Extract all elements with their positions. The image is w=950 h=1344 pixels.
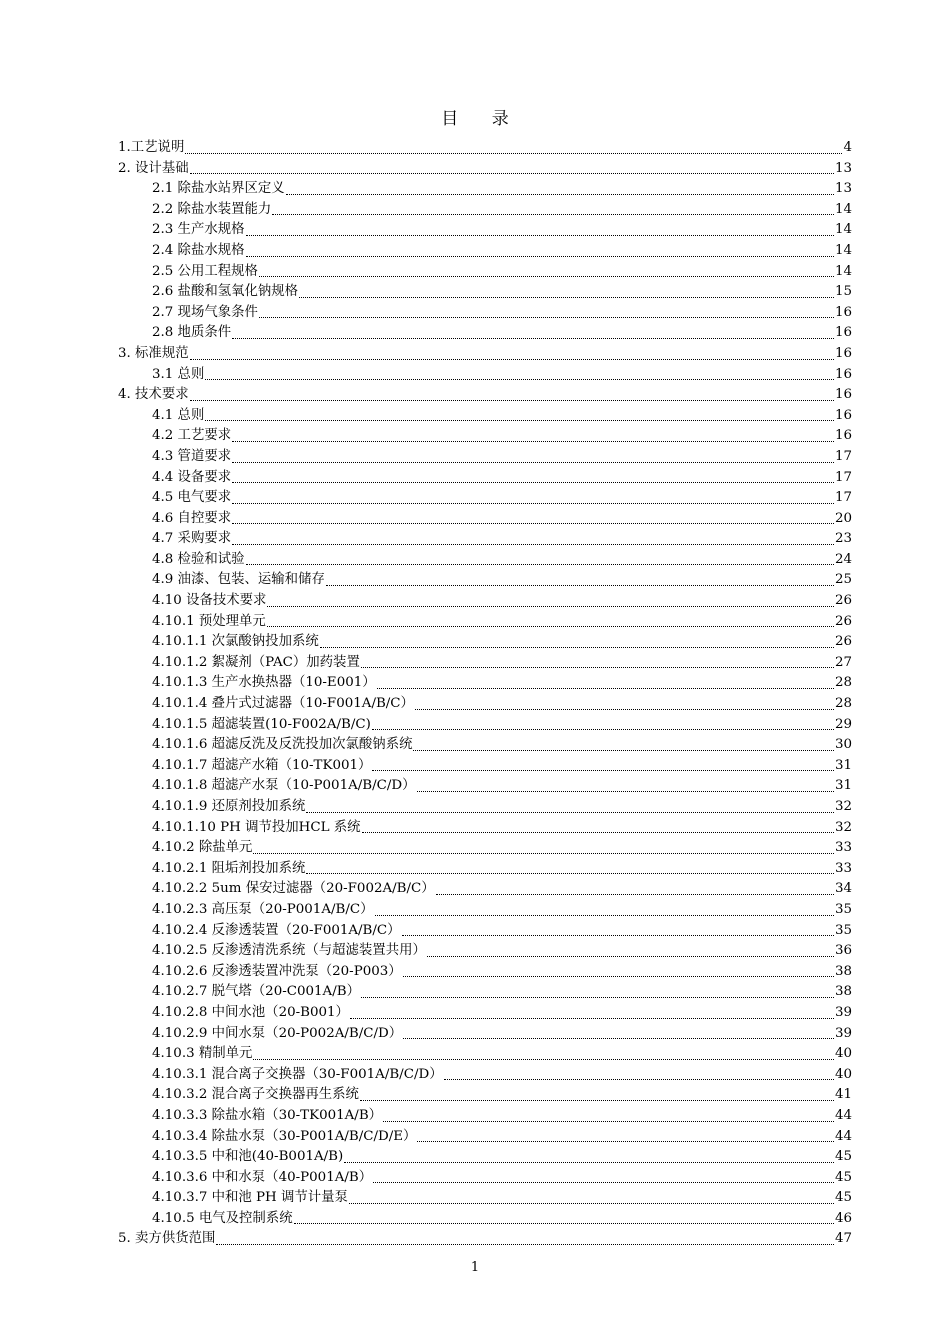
toc-entry-label: 4.5 电气要求 bbox=[152, 490, 232, 506]
toc-entry[interactable] bbox=[118, 1229, 852, 1250]
toc-entry-label: 4.10.1.4 叠片式过滤器（10-F001A/B/C） bbox=[152, 696, 414, 712]
toc-entry-page: 17 bbox=[834, 490, 852, 506]
toc-entry-page: 16 bbox=[834, 428, 852, 444]
toc-leader-dots bbox=[232, 441, 834, 442]
toc-entry-page: 14 bbox=[834, 222, 852, 238]
toc-entry-page: 26 bbox=[834, 634, 852, 650]
toc-entry-label: 4.10.2.9 中间水泵（20-P002A/B/C/D） bbox=[152, 1025, 403, 1041]
toc-leader-dots bbox=[205, 420, 834, 421]
toc-entry-page: 47 bbox=[834, 1231, 852, 1247]
toc-entry[interactable] bbox=[118, 1209, 852, 1230]
toc-entry-page: 13 bbox=[834, 181, 852, 197]
toc-entry-label: 1.工艺说明 bbox=[118, 140, 185, 155]
toc-entry-page: 28 bbox=[834, 675, 852, 691]
toc-entry-page: 38 bbox=[834, 963, 852, 979]
toc-entry[interactable] bbox=[118, 468, 852, 489]
toc-entry-page: 45 bbox=[834, 1190, 852, 1206]
toc-entry-label: 2.3 生产水规格 bbox=[152, 222, 245, 238]
toc-entry[interactable] bbox=[118, 200, 852, 221]
toc-entry-page: 16 bbox=[834, 345, 852, 361]
toc-entry-page: 16 bbox=[834, 325, 852, 341]
toc-leader-dots bbox=[436, 894, 834, 895]
toc-leader-dots bbox=[232, 482, 834, 483]
toc-entry[interactable] bbox=[118, 1085, 852, 1106]
toc-entry-label: 4.10.3.4 除盐水泵（30-P001A/B/C/D/E） bbox=[152, 1128, 417, 1144]
toc-leader-dots bbox=[349, 1203, 834, 1204]
toc-entry-page: 16 bbox=[834, 366, 852, 382]
toc-entry-page: 13 bbox=[834, 160, 852, 176]
toc-entry[interactable] bbox=[118, 756, 852, 777]
toc-leader-dots bbox=[320, 647, 834, 648]
page-title: 目 录 bbox=[441, 109, 523, 129]
toc-leader-dots bbox=[232, 544, 834, 545]
toc-entry-label: 4.10.2.6 反渗透装置冲洗泵（20-P003） bbox=[152, 963, 402, 979]
toc-entry-label: 4.6 自控要求 bbox=[152, 510, 232, 526]
toc-entry-label: 4.10.2.3 高压泵（20-P001A/B/C） bbox=[152, 901, 374, 917]
toc-entry[interactable] bbox=[118, 735, 852, 756]
toc-entry[interactable] bbox=[118, 797, 852, 818]
toc-leader-dots bbox=[259, 317, 834, 318]
toc-leader-dots bbox=[361, 667, 834, 668]
toc-entry-page: 35 bbox=[834, 922, 852, 938]
toc-entry-page: 26 bbox=[834, 593, 852, 609]
toc-entry-page: 20 bbox=[834, 510, 852, 526]
toc-entry-page: 39 bbox=[834, 1004, 852, 1020]
toc-leader-dots bbox=[267, 606, 834, 607]
toc-entry[interactable] bbox=[118, 1044, 852, 1065]
toc-entry[interactable] bbox=[118, 344, 852, 365]
toc-entry-label: 4.10.2.1 阻垢剂投加系统 bbox=[152, 860, 306, 876]
toc-entry[interactable] bbox=[118, 900, 852, 921]
toc-entry-page: 44 bbox=[834, 1107, 852, 1123]
toc-entry-label: 4.3 管道要求 bbox=[152, 448, 232, 464]
toc-entry[interactable] bbox=[118, 1188, 852, 1209]
toc-entry-page: 16 bbox=[834, 407, 852, 423]
toc-entry[interactable] bbox=[118, 426, 852, 447]
toc-entry-page: 34 bbox=[834, 881, 852, 897]
toc-entry-page: 29 bbox=[834, 716, 852, 732]
toc-entry-page: 24 bbox=[834, 551, 852, 567]
toc-entry-label: 4.10.2.7 脱气塔（20-C001A/B） bbox=[152, 984, 360, 1000]
toc-leader-dots bbox=[232, 523, 834, 524]
table-of-contents bbox=[118, 138, 852, 1250]
toc-leader-dots bbox=[372, 729, 834, 730]
toc-entry[interactable] bbox=[118, 715, 852, 736]
toc-leader-dots bbox=[232, 338, 834, 339]
toc-entry[interactable] bbox=[118, 1065, 852, 1086]
toc-leader-dots bbox=[299, 297, 834, 298]
toc-entry-label: 2.2 除盐水装置能力 bbox=[152, 201, 272, 217]
toc-entry-page: 38 bbox=[834, 984, 852, 1000]
toc-entry[interactable] bbox=[118, 323, 852, 344]
toc-entry-label: 4.10.2.8 中间水池（20-B001） bbox=[152, 1004, 349, 1020]
toc-entry[interactable] bbox=[118, 962, 852, 983]
toc-entry-label: 4.10.1.6 超滤反洗及反洗投加次氯酸钠系统 bbox=[152, 737, 413, 753]
toc-entry-label: 4.10.1.5 超滤装置(10-F002A/B/C) bbox=[152, 716, 371, 732]
toc-entry-label: 4.9 油漆、包装、运输和储存 bbox=[152, 572, 325, 588]
toc-leader-dots bbox=[286, 194, 834, 195]
toc-entry-label: 4.10 设备技术要求 bbox=[152, 593, 267, 609]
toc-leader-dots bbox=[267, 626, 834, 627]
toc-leader-dots bbox=[326, 585, 834, 586]
toc-entry-page: 40 bbox=[834, 1046, 852, 1062]
toc-entry-label: 4.10.2.2 5um 保安过滤器（20-F002A/B/C） bbox=[152, 881, 435, 897]
toc-leader-dots bbox=[306, 873, 834, 874]
toc-entry-label: 4.10.1.3 生产水换热器（10-E001） bbox=[152, 675, 376, 691]
toc-entry-label: 3. 标准规范 bbox=[118, 345, 189, 361]
toc-entry[interactable] bbox=[118, 509, 852, 530]
toc-entry-label: 4.4 设备要求 bbox=[152, 469, 232, 485]
toc-leader-dots bbox=[185, 153, 842, 154]
toc-entry-page: 45 bbox=[834, 1169, 852, 1185]
toc-leader-dots bbox=[427, 956, 834, 957]
toc-entry-page: 28 bbox=[834, 696, 852, 712]
toc-entry[interactable] bbox=[118, 859, 852, 880]
toc-entry-label: 4.10.5 电气及控制系统 bbox=[152, 1210, 293, 1226]
toc-entry-page: 35 bbox=[834, 901, 852, 917]
toc-entry-page: 14 bbox=[834, 263, 852, 279]
toc-entry-label: 4.10.3.1 混合离子交换器（30-F001A/B/C/D） bbox=[152, 1066, 443, 1082]
toc-entry-label: 2.8 地质条件 bbox=[152, 325, 232, 341]
toc-entry-page: 16 bbox=[834, 304, 852, 320]
toc-leader-dots bbox=[253, 853, 834, 854]
toc-entry-label: 3.1 总则 bbox=[152, 366, 205, 382]
toc-entry[interactable] bbox=[118, 776, 852, 797]
toc-entry[interactable] bbox=[118, 159, 852, 180]
toc-entry-page: 25 bbox=[834, 572, 852, 588]
toc-entry[interactable] bbox=[118, 1168, 852, 1189]
toc-entry-page: 16 bbox=[834, 387, 852, 403]
toc-leader-dots bbox=[190, 359, 834, 360]
toc-entry-page: 45 bbox=[834, 1149, 852, 1165]
toc-entry[interactable] bbox=[118, 1003, 852, 1024]
toc-entry[interactable] bbox=[118, 838, 852, 859]
toc-entry[interactable] bbox=[118, 138, 852, 159]
toc-entry-label: 4.10.1.1 次氯酸钠投加系统 bbox=[152, 634, 319, 650]
toc-entry[interactable] bbox=[118, 1127, 852, 1148]
toc-leader-dots bbox=[253, 1059, 834, 1060]
toc-entry[interactable] bbox=[118, 447, 852, 468]
toc-leader-dots bbox=[403, 976, 834, 977]
toc-entry-page: 31 bbox=[834, 778, 852, 794]
toc-leader-dots bbox=[246, 235, 834, 236]
toc-entry-label: 5. 卖方供货范围 bbox=[118, 1231, 216, 1247]
toc-entry-label: 4.10.3.6 中和水泵（40-P001A/B） bbox=[152, 1169, 373, 1185]
toc-leader-dots bbox=[377, 688, 834, 689]
toc-entry-label: 4.7 采购要求 bbox=[152, 531, 232, 547]
toc-entry[interactable] bbox=[118, 921, 852, 942]
toc-entry-label: 4.10.2.5 反渗透清洗系统（与超滤装置共用） bbox=[152, 943, 426, 959]
toc-entry-page: 23 bbox=[834, 531, 852, 547]
toc-leader-dots bbox=[417, 1141, 834, 1142]
toc-entry[interactable] bbox=[118, 488, 852, 509]
toc-entry[interactable] bbox=[118, 673, 852, 694]
toc-entry-page: 39 bbox=[834, 1025, 852, 1041]
toc-entry-page: 27 bbox=[834, 654, 852, 670]
toc-entry-page: 26 bbox=[834, 613, 852, 629]
toc-entry[interactable] bbox=[118, 529, 852, 550]
toc-leader-dots bbox=[259, 276, 834, 277]
toc-entry-page: 4 bbox=[843, 140, 852, 155]
toc-entry-label: 4.10.1.10 PH 调节投加HCL 系统 bbox=[152, 819, 361, 835]
toc-leader-dots bbox=[205, 379, 834, 380]
toc-entry[interactable] bbox=[118, 632, 852, 653]
toc-entry[interactable] bbox=[118, 385, 852, 406]
toc-entry-label: 4.2 工艺要求 bbox=[152, 428, 232, 444]
toc-entry-page: 31 bbox=[834, 757, 852, 773]
toc-entry[interactable] bbox=[118, 591, 852, 612]
toc-entry-page: 32 bbox=[834, 819, 852, 835]
toc-entry-label: 4.10.3.2 混合离子交换器再生系统 bbox=[152, 1087, 359, 1103]
toc-leader-dots bbox=[372, 770, 834, 771]
toc-entry-label: 4.10.3.5 中和池(40-B001A/B) bbox=[152, 1149, 344, 1165]
toc-entry[interactable] bbox=[118, 303, 852, 324]
toc-leader-dots bbox=[246, 256, 834, 257]
toc-entry-label: 4.1 总则 bbox=[152, 407, 205, 423]
toc-entry-label: 2.6 盐酸和氢氧化钠规格 bbox=[152, 284, 299, 300]
toc-leader-dots bbox=[361, 997, 834, 998]
toc-entry-page: 32 bbox=[834, 799, 852, 814]
toc-leader-dots bbox=[360, 1100, 834, 1101]
toc-leader-dots bbox=[444, 1079, 834, 1080]
toc-leader-dots bbox=[306, 812, 834, 813]
toc-entry-page: 46 bbox=[834, 1210, 852, 1226]
toc-leader-dots bbox=[402, 935, 834, 936]
toc-leader-dots bbox=[190, 173, 834, 174]
toc-entry[interactable] bbox=[118, 818, 852, 839]
toc-entry[interactable] bbox=[118, 612, 852, 633]
toc-entry-label: 4. 技术要求 bbox=[118, 387, 189, 403]
toc-leader-dots bbox=[375, 915, 834, 916]
toc-leader-dots bbox=[190, 400, 834, 401]
toc-entry-page: 15 bbox=[834, 284, 852, 300]
toc-entry-label: 2.7 现场气象条件 bbox=[152, 304, 258, 320]
toc-leader-dots bbox=[344, 1162, 834, 1163]
toc-entry-label: 4.10.1.7 超滤产水箱（10-TK001） bbox=[152, 757, 372, 773]
toc-leader-dots bbox=[373, 1182, 834, 1183]
toc-entry[interactable] bbox=[118, 1024, 852, 1045]
toc-entry-page: 33 bbox=[834, 860, 852, 876]
toc-entry[interactable] bbox=[118, 653, 852, 674]
toc-entry-page: 17 bbox=[834, 469, 852, 485]
toc-entry-label: 4.10.3 精制单元 bbox=[152, 1046, 253, 1062]
toc-entry-label: 4.10.1.2 絮凝剂（PAC）加药装置 bbox=[152, 654, 360, 670]
toc-entry-label: 2.1 除盐水站界区定义 bbox=[152, 181, 285, 197]
toc-entry-label: 4.10.1.8 超滤产水泵（10-P001A/B/C/D） bbox=[152, 778, 416, 794]
toc-leader-dots bbox=[415, 709, 834, 710]
toc-entry-page: 44 bbox=[834, 1128, 852, 1144]
toc-entry-page: 36 bbox=[834, 943, 852, 959]
toc-entry[interactable] bbox=[118, 570, 852, 591]
toc-entry[interactable] bbox=[118, 179, 852, 200]
toc-entry[interactable] bbox=[118, 879, 852, 900]
toc-leader-dots bbox=[232, 503, 834, 504]
toc-leader-dots bbox=[272, 214, 834, 215]
toc-entry[interactable] bbox=[118, 262, 852, 283]
toc-entry[interactable] bbox=[118, 406, 852, 427]
page-number: 1 bbox=[470, 1260, 480, 1275]
toc-entry-label: 2. 设计基础 bbox=[118, 160, 189, 176]
toc-entry[interactable] bbox=[118, 220, 852, 241]
toc-entry-label: 4.10.1.9 还原剂投加系统 bbox=[152, 799, 306, 814]
toc-entry-page: 14 bbox=[834, 201, 852, 217]
toc-entry[interactable] bbox=[118, 282, 852, 303]
toc-entry-label: 2.5 公用工程规格 bbox=[152, 263, 258, 279]
toc-entry-label: 4.10.2 除盐单元 bbox=[152, 840, 253, 856]
toc-leader-dots bbox=[383, 1121, 834, 1122]
toc-entry[interactable] bbox=[118, 1147, 852, 1168]
toc-leader-dots bbox=[216, 1244, 834, 1245]
toc-entry[interactable] bbox=[118, 550, 852, 571]
toc-entry-page: 30 bbox=[834, 737, 852, 753]
toc-entry-label: 4.10.2.4 反渗透装置（20-F001A/B/C） bbox=[152, 922, 401, 938]
toc-leader-dots bbox=[246, 564, 834, 565]
toc-entry[interactable] bbox=[118, 365, 852, 386]
toc-leader-dots bbox=[403, 1038, 834, 1039]
toc-leader-dots bbox=[294, 1223, 834, 1224]
toc-entry-page: 14 bbox=[834, 242, 852, 258]
toc-leader-dots bbox=[413, 750, 833, 751]
toc-entry-label: 4.10.3.7 中和池 PH 调节计量泵 bbox=[152, 1190, 348, 1206]
toc-entry-label: 4.10.3.3 除盐水箱（30-TK001A/B） bbox=[152, 1107, 383, 1123]
toc-entry[interactable] bbox=[118, 941, 852, 962]
toc-entry-page: 17 bbox=[834, 448, 852, 464]
toc-leader-dots bbox=[232, 462, 834, 463]
toc-entry-page: 40 bbox=[834, 1066, 852, 1082]
toc-leader-dots bbox=[362, 832, 834, 833]
toc-entry-label: 4.10.1 预处理单元 bbox=[152, 613, 266, 629]
toc-leader-dots bbox=[350, 1018, 834, 1019]
toc-entry-label: 4.8 检验和试验 bbox=[152, 551, 245, 567]
toc-entry[interactable] bbox=[118, 1106, 852, 1127]
toc-entry-page: 41 bbox=[834, 1087, 852, 1103]
toc-entry-label: 2.4 除盐水规格 bbox=[152, 242, 245, 258]
toc-entry[interactable] bbox=[118, 694, 852, 715]
toc-entry[interactable] bbox=[118, 982, 852, 1003]
toc-entry-page: 33 bbox=[834, 840, 852, 856]
toc-entry[interactable] bbox=[118, 241, 852, 262]
toc-leader-dots bbox=[417, 791, 834, 792]
